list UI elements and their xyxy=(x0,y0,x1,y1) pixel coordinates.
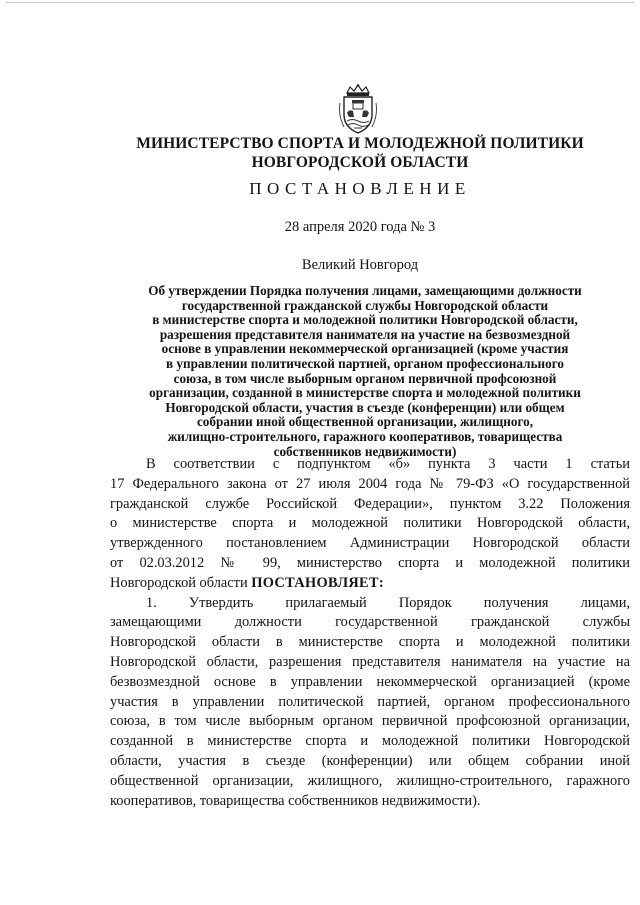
subject-line: разрешения представителя нанимателя на участие на безвозмездной xyxy=(159,326,571,342)
subject-line: Новгородской области, участия в съезде (конференции) или общем xyxy=(165,399,565,415)
body-line-resolution xyxy=(110,574,630,594)
body-line: общественной организации, жилищного, жилищно-строительного, гаражного xyxy=(110,772,630,789)
body-line: гражданской службе Российской Федерации», пунктом 3.22 Положения xyxy=(110,495,630,512)
body-line: Новгородской области в министерстве спорта и молодежной политики xyxy=(110,634,630,651)
ministry-title-line-1: МИНИСТЕРСТВО СПОРТА И МОЛОДЕЖНОЙ ПОЛИТИКИ xyxy=(136,135,584,152)
body-line: от 02.03.2012 № 99, министерство спорта и молодежной политики xyxy=(110,554,630,571)
subject-line: Об утверждении Порядка получения лицами, замещающими должности xyxy=(148,283,582,298)
subject-line: в министерстве спорта и молодежной политики Новгородской области, xyxy=(152,312,578,328)
body-line: безвозмездной основе в управлении некоммерческой организацией (кроме xyxy=(110,673,630,690)
scan-edge-line xyxy=(6,2,634,3)
subject-line: союза, в том числе выборным органом первичной профсоюзной xyxy=(173,370,557,386)
subject-line: государственной гражданской службы Новгородской области xyxy=(181,297,549,313)
subject-line: собрании иной общественной организации, жилищного, xyxy=(196,414,534,430)
document-city: Великий Новгород xyxy=(301,257,419,273)
body-line: утвержденного постановлением Администрации Новгородской области xyxy=(110,535,630,552)
ministry-title-line-2: НОВГОРОДСКОЙ ОБЛАСТИ xyxy=(251,154,469,171)
subject-line: в управлении политической партией, органом профессионального xyxy=(165,355,565,371)
document-body xyxy=(110,455,630,811)
subject-line: организации, созданной в министерстве спорта и молодежной политики xyxy=(149,385,581,401)
body-line: кооперативов, товарищества собственников недвижимости). xyxy=(110,792,481,809)
document-date-number: 28 апреля 2020 года № 3 xyxy=(284,219,436,235)
body-line: 17 Федерального закона от 27 июля 2004 года № 79-ФЗ «О государственной xyxy=(110,475,630,492)
document-subject xyxy=(100,284,630,459)
resolution-keyword: ПОСТАНОВЛЯЕТ: xyxy=(251,574,384,591)
body-line: участия в управлении политической партией, органом профессионального xyxy=(110,693,630,710)
subject-line: жилищно-строительного, гаражного кооперативов, товарищества xyxy=(167,428,563,444)
body-line: о министерстве спорта и молодежной политики Новгородской области, xyxy=(110,515,630,532)
body-line: созданной в министерстве спорта и молодежной политики Новгородской xyxy=(110,733,630,750)
body-line: замещающими должности государственной гражданской службы xyxy=(110,614,630,631)
body-line: 1. Утвердить прилагаемый Порядок получения лицами, xyxy=(146,594,630,611)
body-line: В соответствии с подпунктом «б» пункта 3 части 1 статьи xyxy=(146,456,630,472)
novgorod-region-coat-of-arms-icon xyxy=(335,83,381,135)
body-line: Новгородской области, разрешения представителя нанимателя на участие на xyxy=(110,653,630,670)
body-line-prefix: Новгородской области xyxy=(110,574,252,591)
body-line: союза, в том числе выборным органом первичной профсоюзной организации, xyxy=(110,713,630,730)
subject-line: основе в управлении некоммерческой организацией (кроме участия xyxy=(161,341,569,357)
document-type: ПОСТАНОВЛЕНИЕ xyxy=(249,179,471,198)
subject-line: собственников недвижимости) xyxy=(273,443,457,459)
body-line: области, участия в съезде (конференции) или общем собрании иной xyxy=(110,752,630,769)
